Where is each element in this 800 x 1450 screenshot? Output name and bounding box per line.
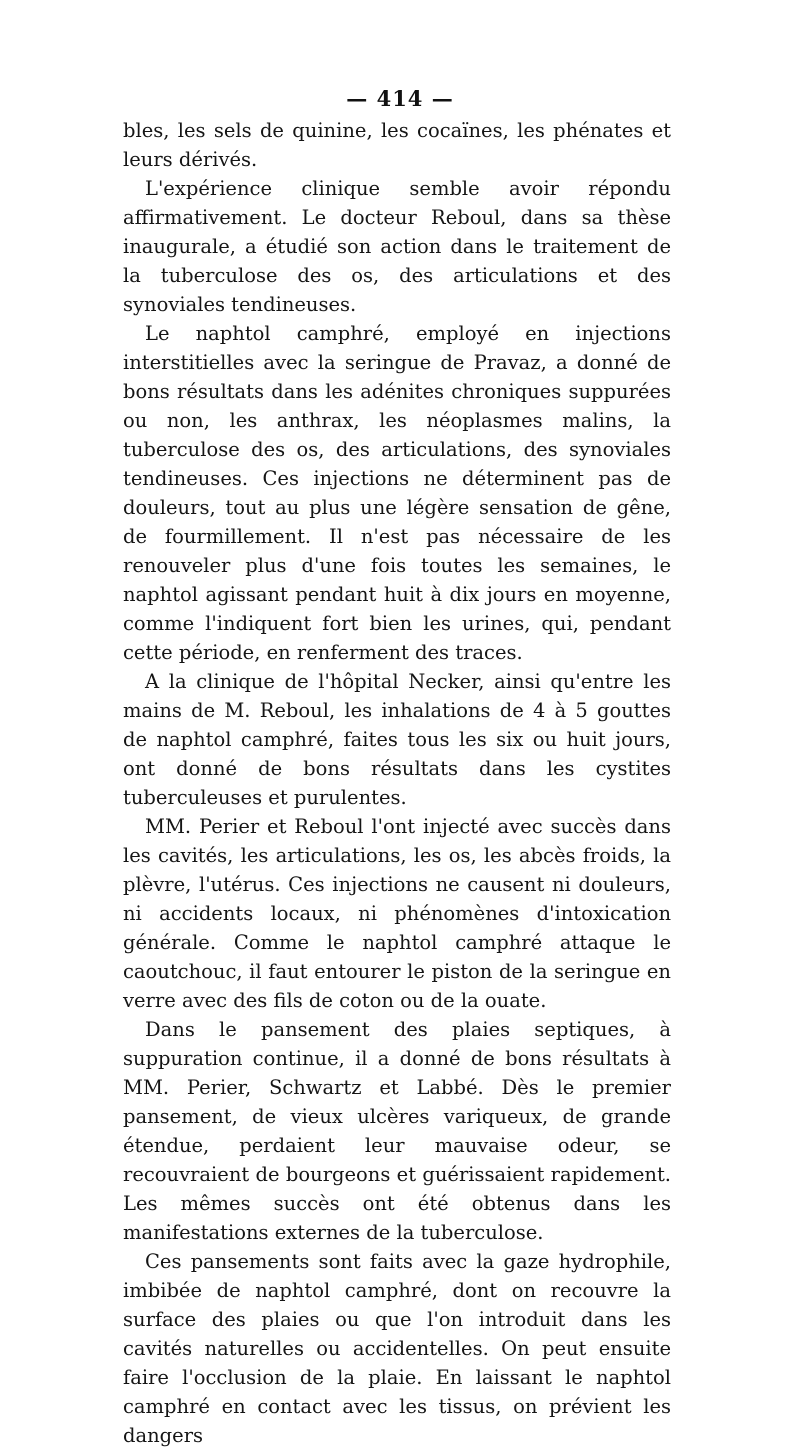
page-number: — 414 — [346, 86, 454, 111]
paragraph-clinical-experience: L'expérience clinique semble avoir répondu affirmativement. Le docteur Reboul, dans sa thèse inaugurale, a étudié son action dans le traitement de la tuberculose des os, des articulations et des synoviales tendineuses. [123, 177, 671, 316]
paragraph-perier-reboul: MM. Perier et Reboul l'ont injecté avec succès dans les cavités, les articulations, les os, les abcès froids, la plèvre, l'utérus. Ces injections ne causent ni douleurs, ni accidents locaux, ni phénomènes d'intoxication générale. Comme le naphtol camphré attaque le caoutchouc, il faut entourer le piston de la seringue en verre avec des fils de coton ou de la ouate. [123, 815, 671, 1012]
paragraph-septic-wounds: Dans le pansement des plaies septiques, à suppuration continue, il a donné de bons résultats à MM. Perier, Schwartz et Labbé. Dès le premier pansement, de vieux ulcères variqueux, de grande étendue, perdaient leur mauvaise odeur, se recouvraient de bourgeons et guérissaient rapidement. Les mêmes succès ont été obtenus dans les manifestations externes de la tuberculose. [123, 1018, 671, 1244]
paragraph-injections: Le naphtol camphré, employé en injections interstitielles avec la seringue de Pravaz, a donné de bons résultats dans les adénites chroniques suppurées ou non, les anthrax, les néoplasmes malins, la tuberculose des os, des articulations, des synoviales tendineuses. Ces injections ne déterminent pas de douleurs, tout au plus une légère sensation de gêne, de fourmillement. Il n'est pas nécessaire de les renouveler plus d'une fois toutes les semaines, le naphtol agissant pendant huit à dix jours en moyenne, comme l'indiquent fort bien les urines, qui, pendant cette période, en renferment des traces. [123, 322, 671, 664]
paragraph-necker-clinic: A la clinique de l'hôpital Necker, ainsi qu'entre les mains de M. Reboul, les inhalations de 4 à 5 gouttes de naphtol camphré, faites tous les six ou huit jours, ont donné de bons résultats dans les cystites tuberculeuses et purulentes. [123, 670, 671, 809]
body-text [123, 116, 671, 1450]
paragraph-dressings: Ces pansements sont faits avec la gaze hydrophile, imbibée de naphtol camphré, dont on recouvre la surface des plaies ou que l'on introduit dans les cavités naturelles ou accidentelles. On peut ensuite faire l'occlusion de la plaie. En laissant le naphtol camphré en contact avec les tissus, on prévient les dangers [123, 1250, 671, 1447]
paragraph-continuation: bles, les sels de quinine, les cocaïnes, les phénates et leurs dérivés. [123, 119, 671, 171]
